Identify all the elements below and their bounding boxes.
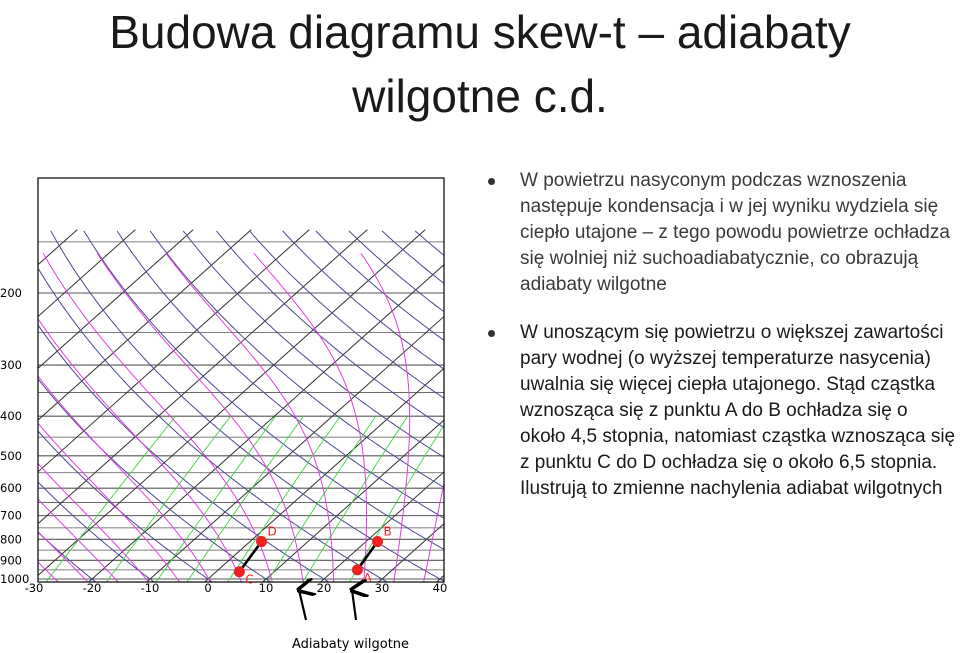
point-d-marker [256,536,267,547]
mixing-ratio-line [152,416,276,588]
moist-adiabat-arrow-left [299,590,306,620]
temperature-tick-label: 40 [432,581,448,595]
pressure-tick-label: 800 [0,532,22,547]
pressure-tick-label: 900 [0,553,22,568]
isotherm-line [430,230,470,588]
bullet-text: W unoszącym się powietrzu o większej zawartości pary wodnej (o wyższej temperaturze nasycenia) uwalnia się więcej ciepła utajonego. Stąd cząstka wznosząca się z punktu A do B ochładza się o około 4,5 stopnia, natomiast cząstka wznosząca się z punktu C do D ochładza się o około 6,5 stopnia. Ilustrują to zmienne nachylenia adiabat wilgotnych [520,322,956,499]
temperature-tick-label: 30 [374,581,390,595]
point-b-label: B [383,524,392,539]
pressure-tick-label: 700 [0,508,22,523]
dry-adiabat-line [51,231,456,588]
moist-adiabat-arrow-right [352,590,356,620]
isotherm-line [314,230,470,588]
dry-adiabat-line [316,231,470,588]
point-c-label: C [245,572,254,587]
moist-adiabat-line [0,272,214,587]
temperature-tick-label: -20 [82,581,102,595]
pressure-tick-label: 200 [0,286,22,300]
temperature-tick-label: 0 [204,581,212,595]
moist-adiabat-line [43,253,274,587]
pressure-tick-label: 400 [0,409,22,424]
dry-adiabat-line [0,231,162,588]
dry-adiabat-line [283,231,470,588]
temperature-tick-label: 10 [258,581,274,595]
slide-title [0,0,960,128]
isotherm-line [0,230,193,588]
isotherm-line [0,230,367,588]
point-a-marker [352,564,363,575]
temperature-tick-label: 20 [316,581,332,595]
temperature-tick-label: -10 [140,581,160,595]
bullet-text: W powietrzu nasyconym podczas wznoszenia następuje kondensacja i w jej wyniku wydziela się ciepło utajone – z tego powodu powietrze ochładza się wolniej niż suchoadiabatycznie, co obrazują adiabaty wilgotne [520,170,950,295]
isotherm-line [0,230,309,588]
dry-adiabat-line [382,231,470,588]
dry-adiabat-line [448,231,470,588]
bullet-item [488,320,958,502]
pressure-tick-label: 500 [0,448,22,463]
bullet-list [488,168,958,524]
diagram-caption: Adiabaty wilgotne [292,637,410,652]
bullet-item [488,168,958,298]
slide-title-line-2: wilgotne c.d. [352,70,608,122]
moist-adiabat-line [166,253,334,587]
dry-adiabat-line [183,231,470,588]
temperature-tick-label: -30 [24,581,44,595]
bullet-dot-icon [488,330,495,337]
pressure-tick-label: 300 [0,358,22,373]
pressure-tick-label: 600 [0,481,22,496]
dry-adiabat-line [0,231,279,588]
moist-adiabat-line [0,310,153,588]
point-b-marker [372,536,383,547]
point-c-marker [234,566,245,577]
pressure-tick-label: 1000 [0,572,30,586]
point-d-label: D [267,524,277,539]
moist-adiabat-line [0,293,183,588]
parcel-path-c-d [239,542,261,572]
moist-adiabat-line [0,342,93,587]
point-a-label: A [363,570,372,585]
bullet-dot-icon [488,178,495,185]
dry-adiabat-line [415,231,470,588]
slide-title-line-1: Budowa diagramu skew-t – adiabaty [109,6,851,58]
skew-t-diagram [0,170,470,653]
